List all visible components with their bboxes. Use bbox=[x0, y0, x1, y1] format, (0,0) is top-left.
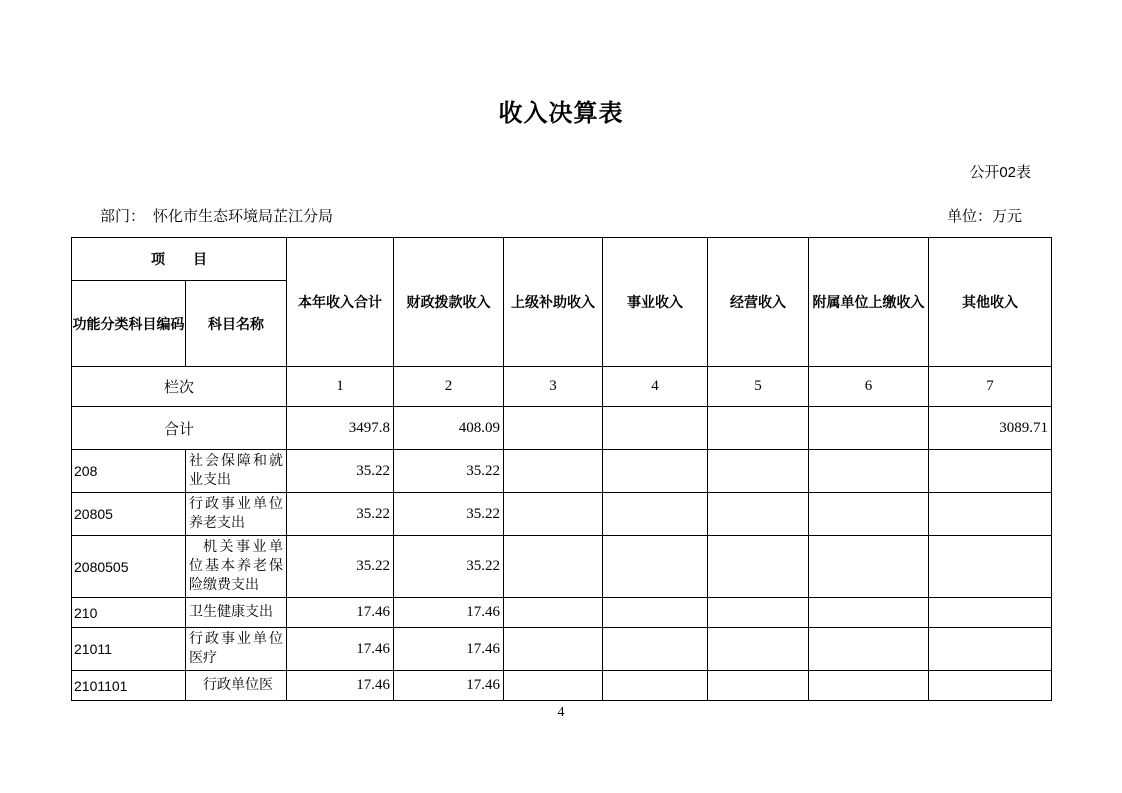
header-col-operating-income: 经营收入 bbox=[708, 238, 809, 367]
row-subject-name: 行政事业单位养老支出 bbox=[186, 493, 287, 536]
column-index-label: 栏次 bbox=[72, 367, 287, 407]
unit-label: 单位：万元 bbox=[946, 208, 1022, 225]
header-function-code: 功能分类科目编码 bbox=[72, 281, 186, 367]
column-index-4: 4 bbox=[603, 367, 708, 407]
row-function-code: 21011 bbox=[72, 628, 186, 671]
header-subject-name: 科目名称 bbox=[186, 281, 287, 367]
row-value-6 bbox=[809, 493, 929, 536]
column-index-6: 6 bbox=[809, 367, 929, 407]
row-value-5 bbox=[708, 671, 809, 701]
row-value-4 bbox=[603, 671, 708, 701]
row-value-2: 35.22 bbox=[394, 450, 504, 493]
department-line bbox=[100, 208, 333, 226]
table-row bbox=[72, 671, 1052, 701]
row-value-2: 17.46 bbox=[394, 628, 504, 671]
column-index-row bbox=[72, 367, 1052, 407]
row-value-2: 17.46 bbox=[394, 598, 504, 628]
column-index-7: 7 bbox=[929, 367, 1052, 407]
row-function-code: 20805 bbox=[72, 493, 186, 536]
row-value-3 bbox=[504, 493, 603, 536]
row-value-6 bbox=[809, 598, 929, 628]
revenue-table bbox=[71, 237, 1052, 701]
row-value-4 bbox=[603, 450, 708, 493]
total-value-2: 408.09 bbox=[394, 407, 504, 450]
total-label: 合计 bbox=[72, 407, 287, 450]
row-value-4 bbox=[603, 628, 708, 671]
table-row bbox=[72, 536, 1052, 598]
row-subject-name: 社会保障和就业支出 bbox=[186, 450, 287, 493]
total-value-5 bbox=[708, 407, 809, 450]
row-value-1: 17.46 bbox=[287, 671, 394, 701]
row-value-4 bbox=[603, 493, 708, 536]
form-number-label: 公开02表 bbox=[969, 164, 1031, 181]
row-value-6 bbox=[809, 628, 929, 671]
total-value-7: 3089.71 bbox=[929, 407, 1052, 450]
total-value-6 bbox=[809, 407, 929, 450]
header-col-superior-subsidy: 上级补助收入 bbox=[504, 238, 603, 367]
row-value-2: 35.22 bbox=[394, 493, 504, 536]
row-value-3 bbox=[504, 536, 603, 598]
row-value-5 bbox=[708, 450, 809, 493]
row-value-3 bbox=[504, 628, 603, 671]
row-function-code: 208 bbox=[72, 450, 186, 493]
table-row bbox=[72, 598, 1052, 628]
header-row-project bbox=[72, 238, 1052, 281]
row-value-1: 35.22 bbox=[287, 450, 394, 493]
table-row bbox=[72, 493, 1052, 536]
table-row bbox=[72, 450, 1052, 493]
row-value-1: 17.46 bbox=[287, 628, 394, 671]
row-subject-name: 机关事业单位基本养老保险缴费支出 bbox=[186, 536, 287, 598]
row-subject-name: 卫生健康支出 bbox=[186, 598, 287, 628]
header-project: 项 目 bbox=[72, 238, 287, 281]
meta-row bbox=[100, 208, 1022, 226]
row-subject-name: 行政事业单位医疗 bbox=[186, 628, 287, 671]
row-value-2: 17.46 bbox=[394, 671, 504, 701]
table-body bbox=[72, 450, 1052, 701]
table-row bbox=[72, 628, 1052, 671]
department-label: 部门： bbox=[100, 208, 146, 225]
department-value: 怀化市生态环境局芷江分局 bbox=[153, 208, 334, 225]
header-col-fiscal-appropriation: 财政拨款收入 bbox=[394, 238, 504, 367]
row-value-5 bbox=[708, 628, 809, 671]
column-index-1: 1 bbox=[287, 367, 394, 407]
page-number: 4 bbox=[557, 705, 565, 720]
total-value-1: 3497.8 bbox=[287, 407, 394, 450]
row-value-1: 17.46 bbox=[287, 598, 394, 628]
total-value-4 bbox=[603, 407, 708, 450]
total-row bbox=[72, 407, 1052, 450]
header-col-business-income: 事业收入 bbox=[603, 238, 708, 367]
row-value-7 bbox=[929, 450, 1052, 493]
row-value-7 bbox=[929, 628, 1052, 671]
row-value-5 bbox=[708, 536, 809, 598]
row-value-7 bbox=[929, 493, 1052, 536]
row-value-3 bbox=[504, 450, 603, 493]
row-value-2: 35.22 bbox=[394, 536, 504, 598]
row-value-7 bbox=[929, 671, 1052, 701]
row-value-7 bbox=[929, 598, 1052, 628]
row-value-5 bbox=[708, 598, 809, 628]
column-index-2: 2 bbox=[394, 367, 504, 407]
column-index-5: 5 bbox=[708, 367, 809, 407]
total-value-3 bbox=[504, 407, 603, 450]
column-index-3: 3 bbox=[504, 367, 603, 407]
row-value-3 bbox=[504, 598, 603, 628]
row-function-code: 2101101 bbox=[72, 671, 186, 701]
row-function-code: 210 bbox=[72, 598, 186, 628]
row-function-code: 2080505 bbox=[72, 536, 186, 598]
row-subject-name: 行政单位医 bbox=[186, 671, 287, 701]
row-value-4 bbox=[603, 598, 708, 628]
row-value-1: 35.22 bbox=[287, 493, 394, 536]
header-col-affiliated-units: 附属单位上缴收入 bbox=[809, 238, 929, 367]
row-value-6 bbox=[809, 671, 929, 701]
page-title: 收入决算表 bbox=[498, 100, 624, 127]
header-col-total-income: 本年收入合计 bbox=[287, 238, 394, 367]
row-value-3 bbox=[504, 671, 603, 701]
row-value-7 bbox=[929, 536, 1052, 598]
row-value-5 bbox=[708, 493, 809, 536]
row-value-1: 35.22 bbox=[287, 536, 394, 598]
header-col-other-income: 其他收入 bbox=[929, 238, 1052, 367]
row-value-6 bbox=[809, 536, 929, 598]
row-value-6 bbox=[809, 450, 929, 493]
row-value-4 bbox=[603, 536, 708, 598]
